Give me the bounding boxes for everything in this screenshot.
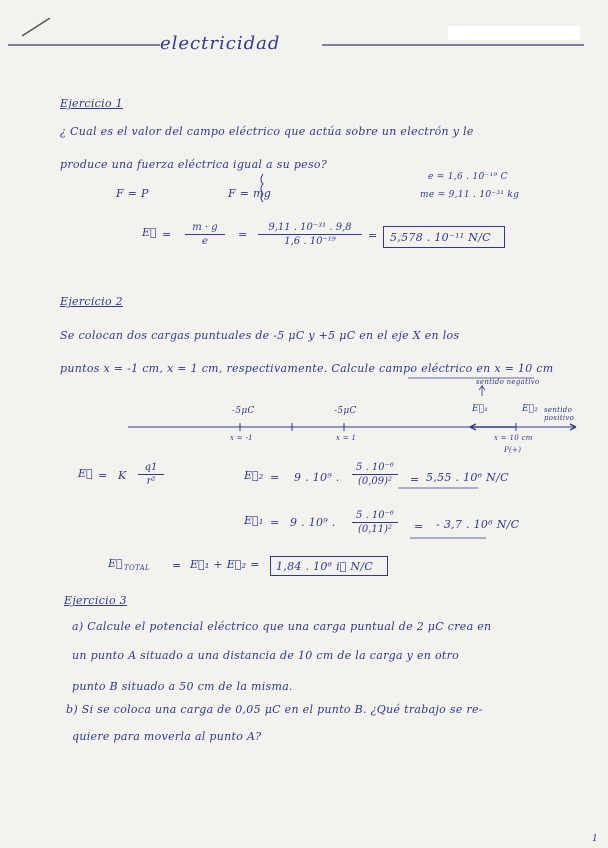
- ex2-e1-eq2: =: [414, 520, 424, 533]
- ex2-note-neg: sentido negativo: [476, 378, 540, 386]
- ex2-note-pos: sentido positivo: [544, 406, 575, 422]
- ex2-e2-frac: [352, 462, 398, 487]
- ex2-formula-frac: [138, 462, 164, 487]
- ex2-e2-eq: =: [270, 471, 280, 484]
- ex2-formula-den: r²: [146, 476, 156, 487]
- neg-direction-arrow: [479, 386, 485, 396]
- ex1-e-label: E⃗: [142, 226, 157, 239]
- page-title: electricidad: [160, 33, 281, 54]
- ex1-frac1: [185, 222, 225, 247]
- ex2-e2-den: (0,09)²: [357, 476, 393, 487]
- ex2-total-eq: =: [172, 559, 182, 572]
- ex2-formula-e: E⃗: [78, 467, 93, 480]
- ex2-e2-k: 9 . 10⁹ .: [294, 471, 340, 484]
- ex1-frac2: [258, 222, 362, 247]
- ex2-total-sum: E⃗₁ + E⃗₂ =: [190, 558, 260, 571]
- ex2-total-lhs: E⃗: [108, 557, 123, 570]
- ex2-p-label: P(+): [504, 446, 522, 454]
- ex1-frac1-num: m · g: [192, 222, 218, 233]
- ex2-formula-k: K: [118, 469, 127, 482]
- ex3-line2: un punto A situado a una distancia de 10 cm de la carga y en otro: [72, 649, 460, 662]
- ex2-e1-frac: [352, 510, 398, 535]
- ex3-line1: a) Calcule el potencial eléctrico que una carga puntual de 2 μC crea en: [72, 620, 492, 633]
- ex1-frac2-num: 9,11 . 10⁻³¹ . 9,8: [268, 222, 352, 233]
- ex1-data-e: e = 1,6 . 10⁻¹⁹ C: [428, 172, 508, 182]
- page-mark: 1: [592, 834, 599, 844]
- ex2-e2-label: E⃗₂: [522, 404, 539, 414]
- ex2-e1-k: 9 . 10⁹ .: [290, 516, 336, 529]
- ex2-e2-lhs: E⃗₂: [244, 469, 264, 482]
- ex2-formula-num: q1: [144, 462, 158, 473]
- ex2-e2-eq2: =: [410, 473, 420, 486]
- fraction-bar: [352, 522, 398, 523]
- ex1-heading: Ejercicio 1: [60, 97, 123, 110]
- ex3-heading: Ejercicio 3: [64, 594, 127, 607]
- ex2-line1: Se colocan dos cargas puntuales de -5 μC y +5 μC en el eje X en los: [60, 329, 460, 342]
- ex2-e1-label: E⃗₁: [472, 404, 489, 414]
- ex2-e1-den: (0,11)²: [357, 524, 393, 535]
- ex3-line4: b) Si se coloca una carga de 0,05 μC en el punto B. ¿Qué trabajo se re-: [66, 703, 483, 716]
- pencil-mark: [22, 18, 50, 36]
- ex2-e1-lhs: E⃗₁: [244, 514, 264, 527]
- whiteout-patch: [448, 26, 580, 40]
- ex2-x2: x = 1: [336, 434, 357, 442]
- ex2-x1: x = -1: [230, 434, 253, 442]
- ex1-eq-fmg: F = mg: [228, 187, 272, 200]
- ex2-charge2: -5μC: [334, 406, 357, 416]
- ex1-frac1-den: e: [202, 236, 208, 247]
- ex2-line2: puntos x = -1 cm, x = 1 cm, respectivamente. Calcule campo eléctrico en x = 10 cm: [60, 362, 554, 375]
- ex1-eq-sign3: =: [368, 229, 378, 242]
- ex1-result-box: [383, 226, 505, 248]
- ex1-frac2-den: 1,6 . 10⁻¹⁹: [284, 236, 336, 247]
- ex2-heading: Ejercicio 2: [60, 295, 123, 308]
- ex2-e1-num: 5 . 10⁻⁶: [356, 510, 394, 521]
- ex1-eq-sign2: =: [238, 228, 248, 241]
- ex2-e2-result: 5,55 . 10⁶ N/C: [426, 471, 509, 484]
- ex1-result: 5,578 . 10⁻¹¹ N/C: [390, 231, 491, 244]
- ex2-e2-num: 5 . 10⁻⁶: [356, 462, 394, 473]
- ex3-line5: quiere para moverla al punto A?: [72, 730, 262, 743]
- ex2-e1-eq: =: [270, 516, 280, 529]
- ex2-total-sub: TOTAL: [124, 564, 150, 572]
- ex2-formula-eq: =: [98, 469, 108, 482]
- fraction-bar: [258, 234, 362, 235]
- ex2-x3: x = 10 cm: [494, 434, 533, 442]
- ex2-charge1: -5μC: [232, 406, 255, 416]
- ex1-line2: produce una fuerza eléctrica igual a su peso?: [60, 158, 328, 171]
- fraction-bar: [352, 474, 398, 475]
- ex2-total-result: 1,84 . 10⁶ i⃗ N/C: [276, 560, 374, 573]
- ex2-e1-result: - 3,7 . 10⁶ N/C: [436, 518, 520, 531]
- ex1-eq-sign: =: [162, 228, 172, 241]
- fraction-bar: [138, 474, 164, 475]
- ex1-data-me: me = 9,11 . 10⁻³¹ kg: [420, 190, 520, 200]
- ex2-total-box: [270, 556, 388, 576]
- ex1-eq-fp: F = P: [116, 187, 149, 200]
- fraction-bar: [185, 234, 225, 235]
- ex3-line3: punto B situado a 50 cm de la misma.: [72, 680, 293, 693]
- ex1-line1: ¿ Cual es el valor del campo eléctrico que actúa sobre un electrón y le: [60, 125, 474, 138]
